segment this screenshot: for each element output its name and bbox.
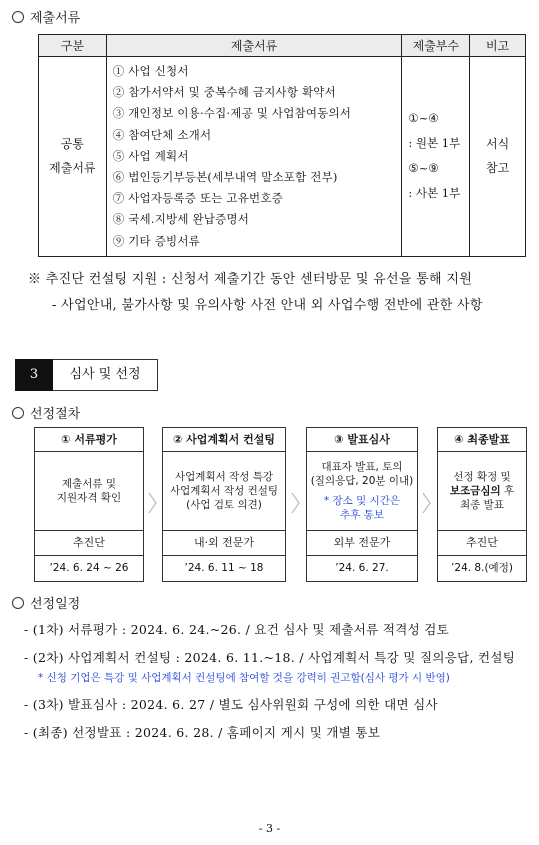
copies-cell — [402, 57, 470, 257]
schedule-item: - (최종) 선정발표 : 2024. 6. 28. / 홈페이지 게시 및 개별 통보 — [24, 725, 381, 740]
consulting-note: ※ 추진단 컨설팅 지원 : 신청서 제출기간 동안 센터방문 및 유선을 통해 지원 — [28, 272, 473, 287]
step-title: ③ 발표심사 — [307, 428, 417, 452]
col-header-copies: 제출부수 — [402, 35, 470, 57]
step-responsible: 추진단 — [35, 531, 143, 556]
process-step-2 — [162, 427, 286, 582]
step-title: ② 사업계획서 컨설팅 — [163, 428, 285, 452]
col-header-remarks: 비고 — [470, 35, 526, 57]
document-item: ① 사업 신청서 — [112, 64, 189, 78]
step-body-line: 지원자격 확인 — [56, 492, 122, 504]
step-body-line: 사업계획서 작성 특강 — [175, 471, 273, 483]
chevron-right-icon — [146, 490, 160, 516]
document-item: ⑦ 사업자등록증 또는 고유번호증 — [112, 191, 283, 206]
process-step-3 — [306, 427, 418, 582]
table-header-row — [39, 35, 526, 57]
step-body — [35, 452, 143, 531]
step-body-note: * 장소 및 시간은 — [323, 495, 401, 507]
step-title: ④ 최종발표 — [438, 428, 526, 452]
copies-line: : 원본 1부 — [408, 136, 461, 151]
document-item: ③ 개인정보 이용·수집·제공 및 사업참여동의서 — [112, 106, 352, 121]
step-date: ’24. 6. 24 ~ 26 — [49, 562, 129, 574]
step-date: ’24. 8.(예정) — [451, 562, 513, 574]
documents-table — [38, 34, 526, 257]
circle-bullet-icon — [12, 597, 24, 609]
col-header-documents: 제출서류 — [106, 35, 402, 57]
step-date: ’24. 6. 11 ~ 18 — [184, 562, 264, 574]
step-date: ’24. 6. 27. — [335, 562, 389, 574]
step-body — [438, 452, 526, 531]
circle-bullet-icon — [12, 11, 24, 23]
step-title: ① 서류평가 — [35, 428, 143, 452]
section-heading-documents — [12, 7, 80, 26]
step-body — [163, 452, 285, 531]
step-body-line: (사업 검토 의견) — [186, 499, 262, 511]
copies-line: : 사본 1부 — [408, 186, 461, 201]
schedule-item: - (2차) 사업계획서 컨설팅 : 2024. 6. 11.~18. / 사업계획서 특강 및 질의응답, 컨설팅 — [24, 650, 516, 665]
step-body-text: 후 — [500, 485, 515, 497]
copies-line: ⑤~⑨ — [408, 161, 439, 176]
step-body — [307, 452, 417, 531]
consulting-note-detail: - 사업안내, 불가사항 및 유의사항 사전 안내 외 사업수행 전반에 관한 사항 — [52, 298, 483, 313]
schedule-item: - (3차) 발표심사 : 2024. 6. 27 / 별도 심사위원회 구성에 의한 대면 심사 — [24, 697, 438, 712]
category-line: 제출서류 — [49, 161, 96, 176]
document-item: ④ 참여단체 소개서 — [112, 127, 212, 142]
step-body-line: (질의응답, 20분 이내) — [310, 475, 414, 487]
step-responsible: 외부 전문가 — [307, 531, 417, 556]
document-item: ⑧ 국세.지방세 완납증명서 — [112, 212, 250, 227]
category-cell — [39, 57, 107, 257]
heading-text: 제출서류 — [30, 11, 81, 26]
step-body-line — [450, 484, 514, 498]
remark-line: 서식 — [486, 137, 510, 152]
document-item: ⑤ 사업 계획서 — [112, 148, 189, 163]
section-heading-schedule — [12, 593, 80, 612]
category-line: 공통 — [60, 137, 84, 152]
step-body-line: 사업계획서 작성 컨설팅 — [169, 485, 279, 497]
step-body-line: 대표자 발표, 토의 — [321, 461, 403, 473]
document-list-cell — [106, 57, 402, 257]
document-item: ⑨ 기타 증빙서류 — [112, 233, 200, 248]
chevron-right-icon — [420, 490, 434, 516]
step-body-note: 추후 통보 — [340, 509, 384, 521]
col-header-category: 구분 — [39, 35, 107, 57]
schedule-subnote: * 신청 기업은 특강 및 사업계획서 컨설팅에 참여할 것을 강력히 권고함(심사 평가 시 반영) — [38, 672, 450, 684]
process-step-1 — [34, 427, 144, 582]
step-responsible: 추진단 — [438, 531, 526, 556]
remark-line: 참고 — [486, 161, 510, 176]
step-responsible: 내·외 전문가 — [163, 531, 285, 556]
section-number-box: 3 — [15, 359, 53, 391]
step-body-line: 선정 확정 및 — [453, 471, 511, 483]
page-number: - 3 - — [258, 822, 281, 835]
section-heading-procedure — [12, 403, 80, 422]
circle-bullet-icon — [12, 407, 24, 419]
document-item: ⑥ 법인등기부등본(세부내역 말소포함 전부) — [112, 169, 338, 184]
copies-line: ①~④ — [408, 111, 439, 126]
remarks-cell — [470, 57, 526, 257]
document-item: ② 참가서약서 및 중복수혜 금지사항 확약서 — [112, 85, 336, 100]
heading-text: 선정일정 — [30, 597, 81, 612]
chevron-right-icon — [289, 490, 303, 516]
section-title-box: 심사 및 선정 — [53, 359, 158, 391]
process-step-4 — [437, 427, 527, 582]
step-body-line: 제출서류 및 — [61, 478, 117, 490]
schedule-item: - (1차) 서류평가 : 2024. 6. 24.~26. / 요건 심사 및 제출서류 적격성 검토 — [24, 622, 449, 637]
subsidy-review-text: 보조금심의 — [449, 485, 501, 497]
heading-text: 선정절차 — [30, 407, 81, 422]
step-body-line: 최종 발표 — [460, 499, 504, 511]
table-row — [39, 57, 526, 257]
